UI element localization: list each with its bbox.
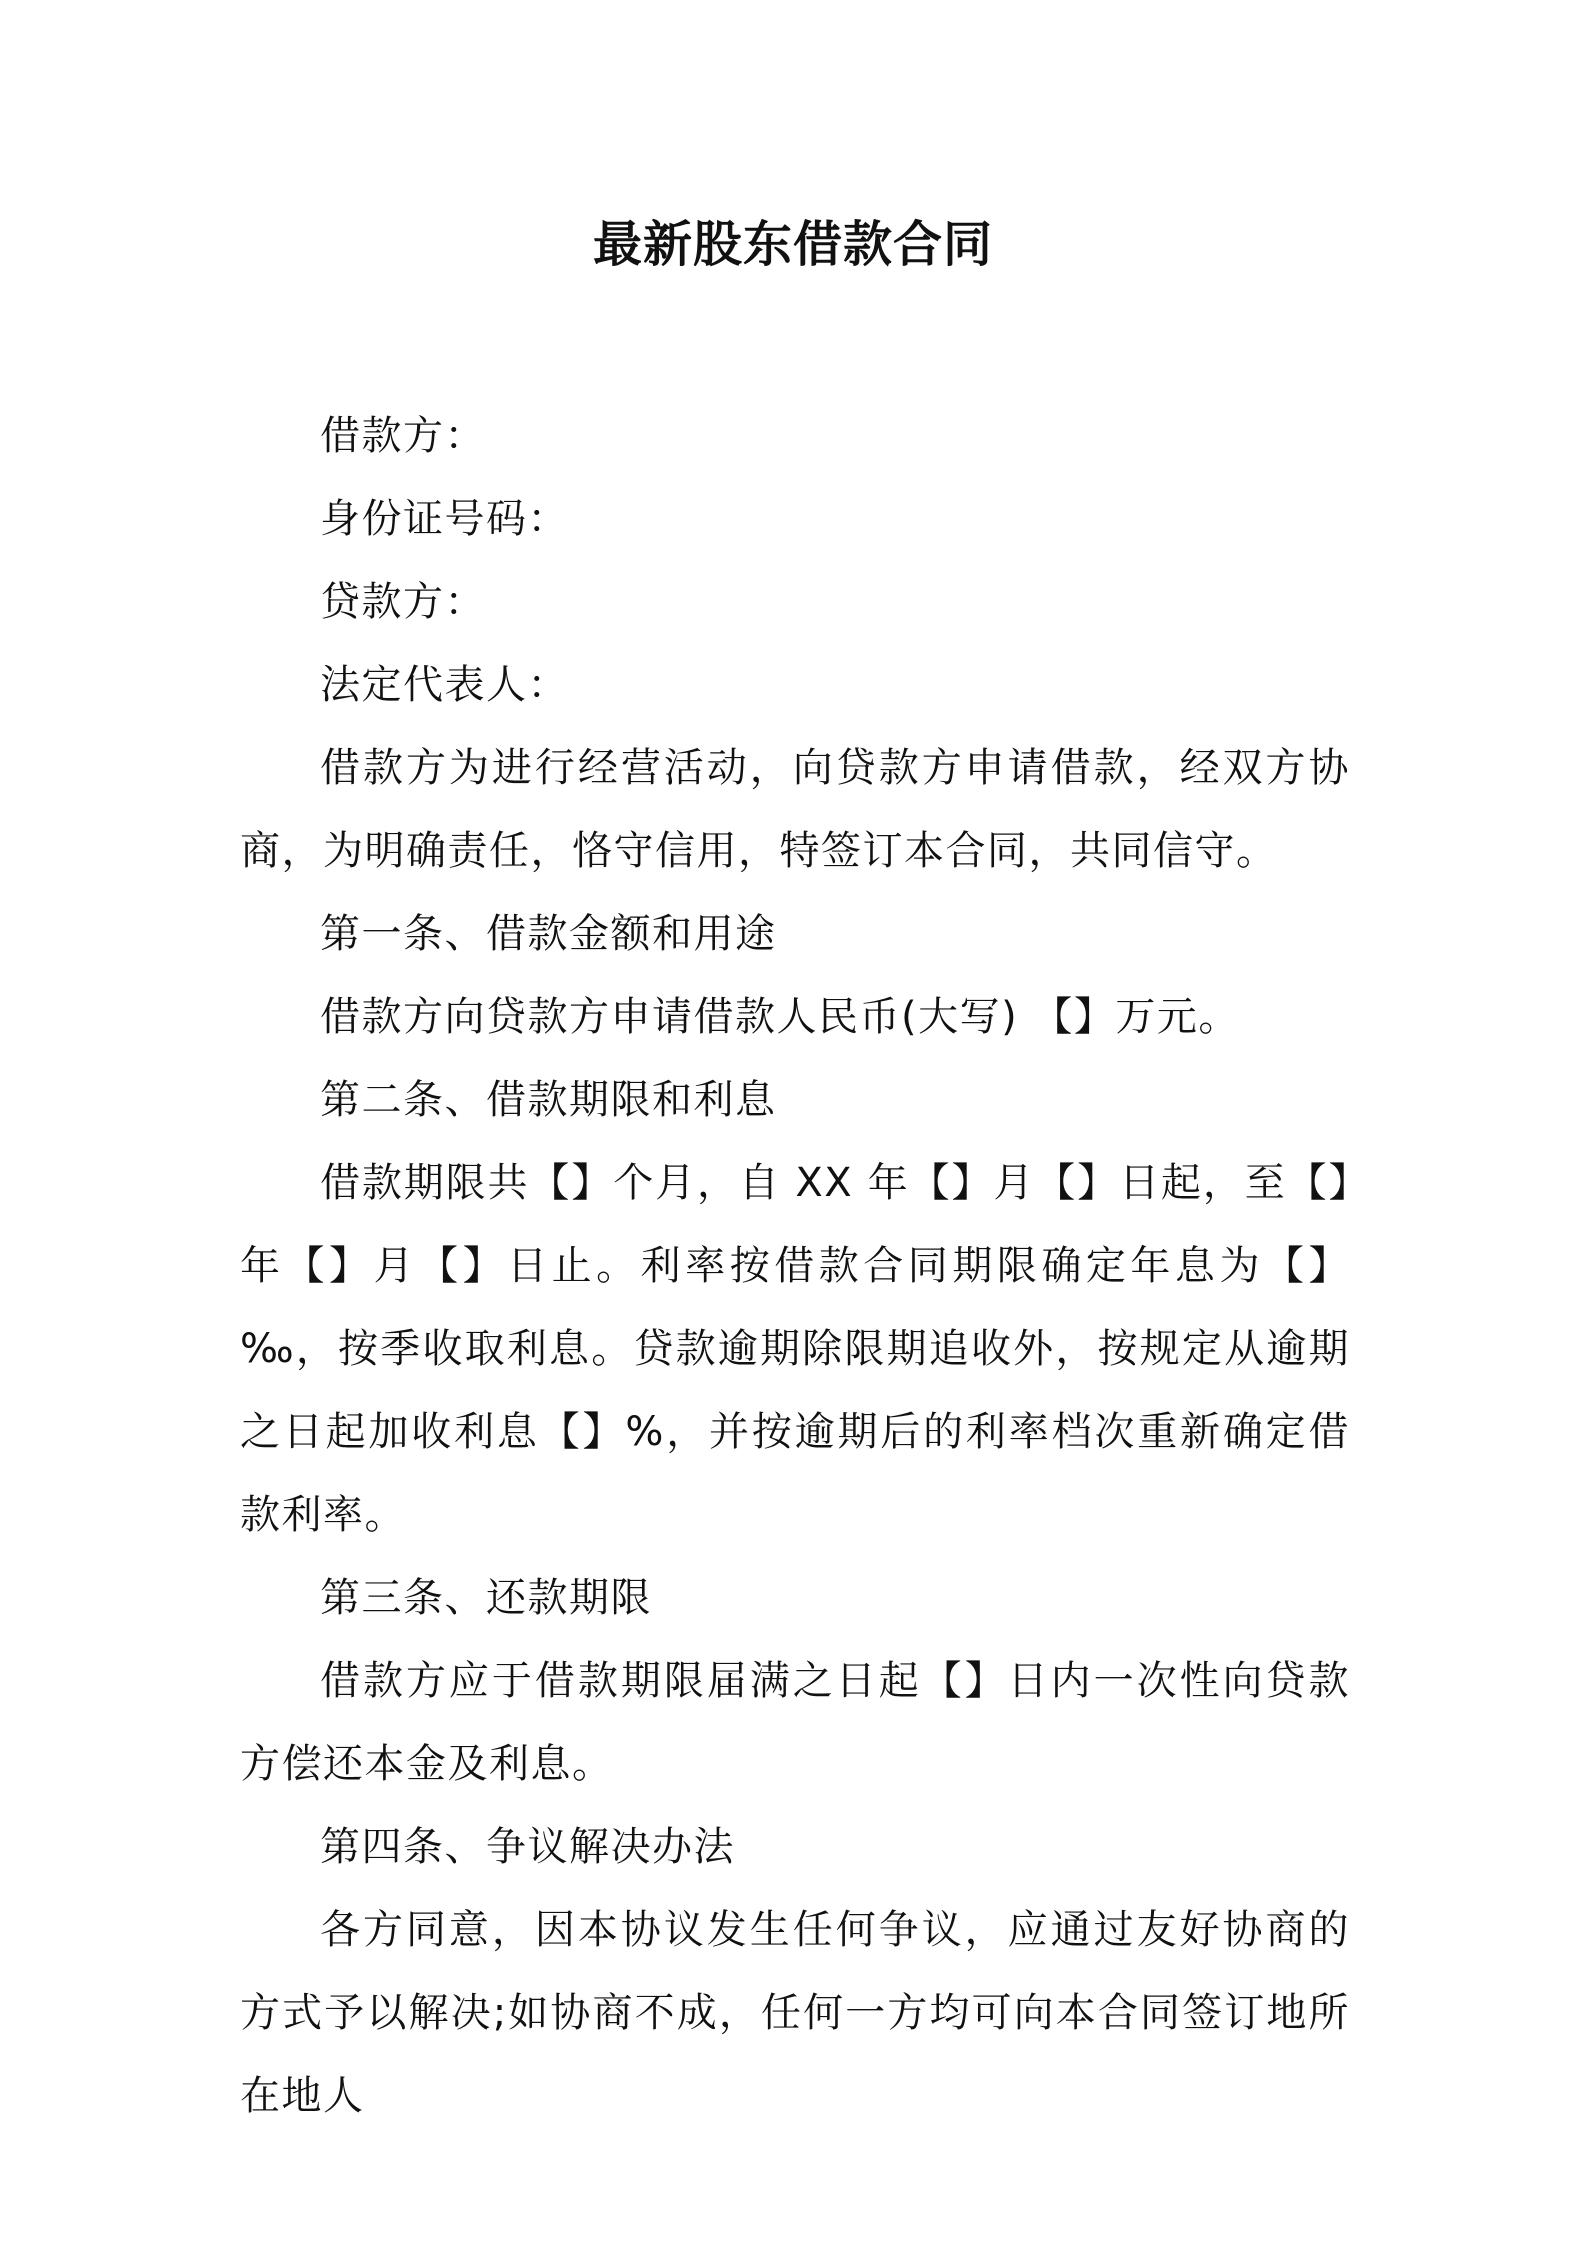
lender-line: 贷款方： <box>320 579 486 625</box>
article-3-text: 借款方应于借款期限届满之日起【】日内一次性向贷款方偿还本金及利息。 <box>240 1658 1350 1787</box>
legal-representative-line: 法定代表人： <box>320 662 569 708</box>
article-4-text: 各方同意，因本协议发生任何争议，应通过友好协商的方式予以解决;如协商不成，任何一方均可向本合同签订地所在地人 <box>240 1907 1350 2119</box>
article-1-heading: 第一条、借款金额和用途 <box>320 911 777 957</box>
id-number-line: 身份证号码： <box>320 496 569 542</box>
article-2-text: 借款期限共【】个月，自 XX 年【】月【】日起，至【】年【】月【】日止。利率按借款合同期限确定年息为【】‰，按季收取利息。贷款逾期除限期追收外，按规定从逾期之日起加收利息【】%，并按逾期后的利率档次重新确定借款利率。 <box>240 1160 1350 1538</box>
article-3-heading: 第三条、还款期限 <box>320 1575 652 1621</box>
document-body <box>240 395 1350 2138</box>
borrower-line: 借款方： <box>320 413 486 459</box>
article-1-text: 借款方向贷款方申请借款人民币(大写) 【】万元。 <box>320 994 1240 1040</box>
preamble-paragraph: 借款方为进行经营活动，向贷款方申请借款，经双方协商，为明确责任，恪守信用，特签订本合同，共同信守。 <box>240 745 1350 874</box>
article-4-heading: 第四条、争议解决办法 <box>320 1824 735 1870</box>
document-title: 最新股东借款合同 <box>592 216 993 273</box>
article-2-heading: 第二条、借款期限和利息 <box>320 1077 777 1123</box>
